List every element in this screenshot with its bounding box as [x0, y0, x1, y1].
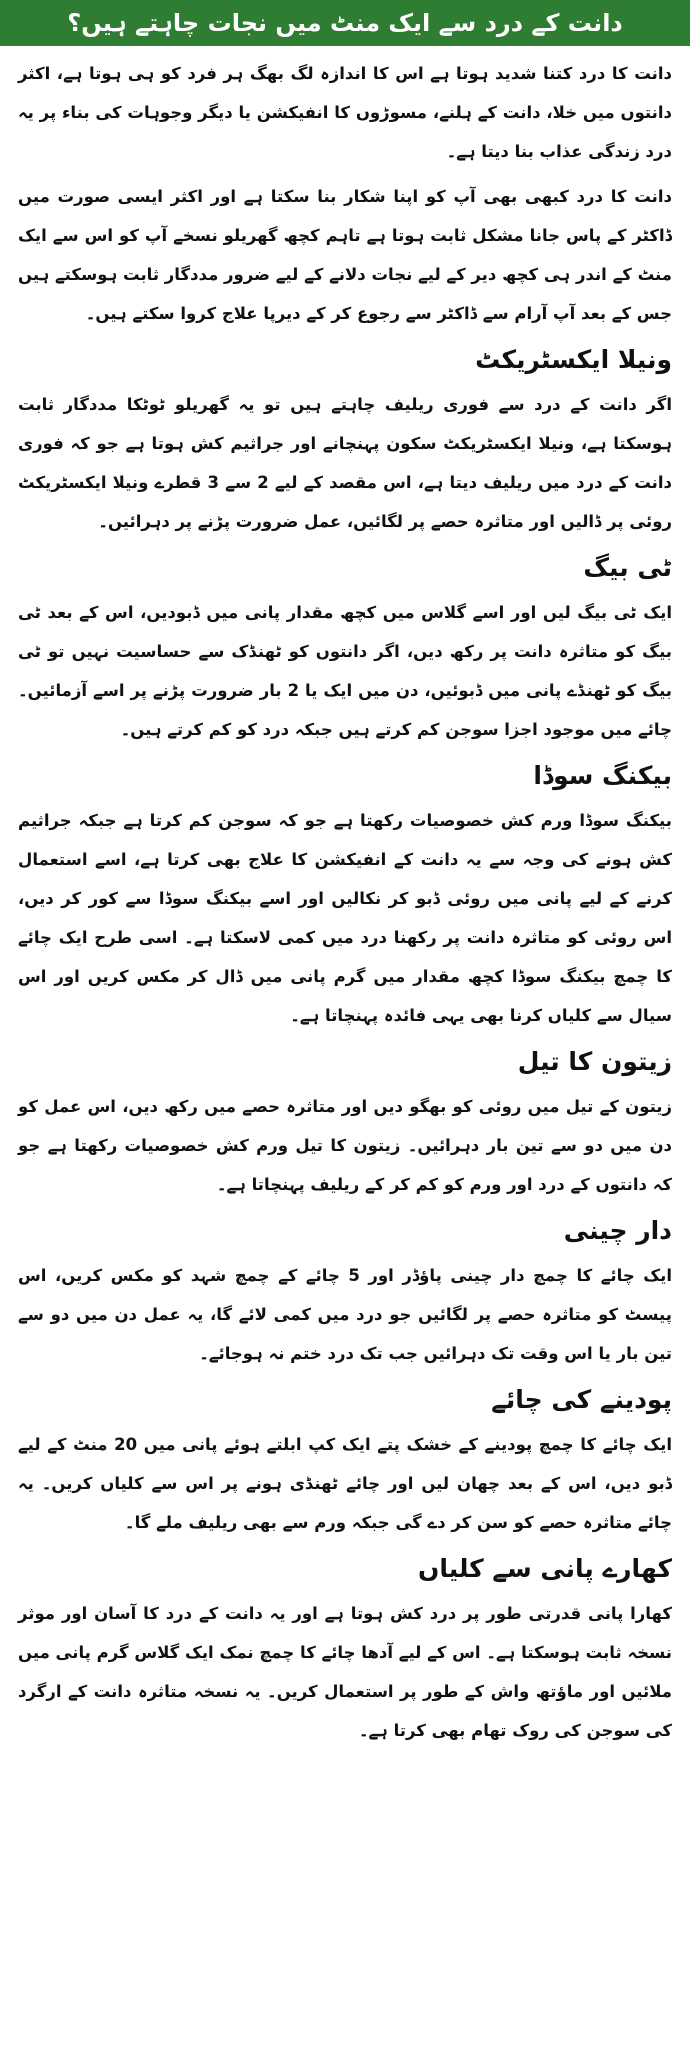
section-body-mint-tea: ایک چائے کا چمچ پودینے کے خشک پتے ایک کپ ابلتے ہوئے پانی میں 20 منٹ کے لیے ڈبو دیں، اس کے بعد چھان لیں اور چائے ٹھنڈی ہونے پر اس سے کلیاں کریں۔ یہ چائے متاثرہ حصے کو سن کر دے گی جبکہ ورم سے بھی ریلیف ملے گا۔	[18, 1435, 672, 1532]
section-body-cinnamon: ایک چائے کا چمچ دار چینی پاؤڈر اور 5 چائے کے چمچ شہد کو مکس کریں، اس پیسٹ کو متاثرہ حصے پر لگائیں جو درد میں کمی لائے گا، یہ عمل دن میں دو سے تین بار یا اس وقت تک دہرائیں جب تک درد ختم نہ ہوجائے۔	[18, 1266, 672, 1363]
article-title: دانت کے درد سے ایک منٹ میں نجات چاہتے ہیں؟	[0, 0, 690, 46]
section-body-baking-soda: بیکنگ سوڈا ورم کش خصوصیات رکھتا ہے جو کہ سوجن کم کرتا ہے جبکہ جراثیم کش ہونے کی وجہ سے یہ دانت کے انفیکشن کا علاج بھی کرتا ہے، اسے استعمال کرنے کے لیے پانی میں روئی ڈبو کر نکالیں اور اسے بیکنگ سوڈا سے کور کر دیں، اس روئی کو متاثرہ دانت پر رکھنا درد میں کمی لاسکتا ہے۔ اسی طرح ایک چائے کا چمچ بیکنگ سوڈا کچھ مقدار میں گرم پانی میں ڈال کر مکس کریں اور اس سیال سے کلیاں کرنا بھی یہی فائدہ پہنچاتا ہے۔	[18, 811, 672, 1025]
intro-paragraph-2: دانت کا درد کبھی بھی آپ کو اپنا شکار بنا سکتا ہے اور اکثر ایسی صورت میں ڈاکٹر کے پاس جانا مشکل ثابت ہوتا ہے تاہم کچھ گھریلو نسخے آپ کو اس سے ایک منٹ کے اندر ہی کچھ دیر کے لیے نجات دلانے کے لیے ضرور مددگار ثابت ہوسکتے ہیں جس کے بعد آپ آرام سے ڈاکٹر سے رجوع کر کے دیرپا علاج کروا سکتے ہیں۔	[18, 187, 672, 323]
section-heading-vanilla: ونیلا ایکسٹریکٹ	[475, 345, 672, 374]
section-heading-mint-tea: پودینے کی چائے	[491, 1385, 672, 1414]
section-heading-salt-water: کھارے پانی سے کلیاں	[418, 1554, 672, 1583]
section-body-vanilla: اگر دانت کے درد سے فوری ریلیف چاہتے ہیں تو یہ گھریلو ٹوٹکا مددگار ثابت ہوسکتا ہے، ونیلا ایکسٹریکٹ سکون پہنچانے اور جراثیم کش ہوتا ہے جو کہ فوری دانت کے درد میں ریلیف دیتا ہے، اس مقصد کے لیے 2 سے 3 قطرے ونیلا ایکسٹریکٹ روئی پر ڈالیں اور متاثرہ حصے پر لگائیں، عمل ضرورت پڑنے پر دہرائیں۔	[18, 395, 672, 531]
section-heading-olive-oil: زیتون کا تیل	[517, 1047, 672, 1076]
intro-paragraph-1: دانت کا درد کتنا شدید ہوتا ہے اس کا اندازہ لگ بھگ ہر فرد کو ہی ہوتا ہے، اکثر دانتوں میں خلا، دانت کے ہلنے، مسوڑوں کا انفیکشن یا دیگر وجوہات کی بناء پر یہ درد زندگی عذاب بنا دیتا ہے۔	[18, 64, 672, 161]
section-body-olive-oil: زیتون کے تیل میں روئی کو بھگو دیں اور متاثرہ حصے میں رکھ دیں، اس عمل کو دن میں دو سے تین بار دہرائیں۔ زیتون کا تیل ورم کش خصوصیات رکھتا ہے جو کہ دانتوں کے درد اور ورم کو کم کر کے ریلیف پہنچاتا ہے۔	[18, 1097, 672, 1194]
section-heading-cinnamon: دار چینی	[563, 1216, 672, 1245]
section-body-tea-bag: ایک ٹی بیگ لیں اور اسے گلاس میں کچھ مقدار پانی میں ڈبودیں، اس کے بعد ٹی بیگ کو متاثرہ دانت پر رکھ دیں، اگر دانتوں کو ٹھنڈک سے حساسیت نہیں تو ٹی بیگ کو ٹھنڈے پانی میں ڈبوئیں، دن میں ایک یا 2 بار ضرورت پڑنے پر اسے آزمائیں۔ چائے میں موجود اجزا سوجن کم کرتے ہیں جبکہ درد کو کم کرتے ہیں۔	[18, 603, 673, 739]
section-heading-baking-soda: بیکنگ سوڈا	[533, 761, 672, 790]
article-content	[0, 54, 690, 1750]
section-heading-tea-bag: ٹی بیگ	[583, 553, 672, 582]
section-body-salt-water: کھارا پانی قدرتی طور پر درد کش ہوتا ہے اور یہ دانت کے درد کا آسان اور موثر نسخہ ثابت ہوسکتا ہے۔ اس کے لیے آدھا چائے کا چمچ نمک ایک گلاس گرم پانی میں ملائیں اور ماؤتھ واش کے طور پر استعمال کریں۔ یہ نسخہ متاثرہ دانت کے ارگرد کی سوجن کی روک تھام بھی کرتا ہے۔	[18, 1604, 672, 1740]
